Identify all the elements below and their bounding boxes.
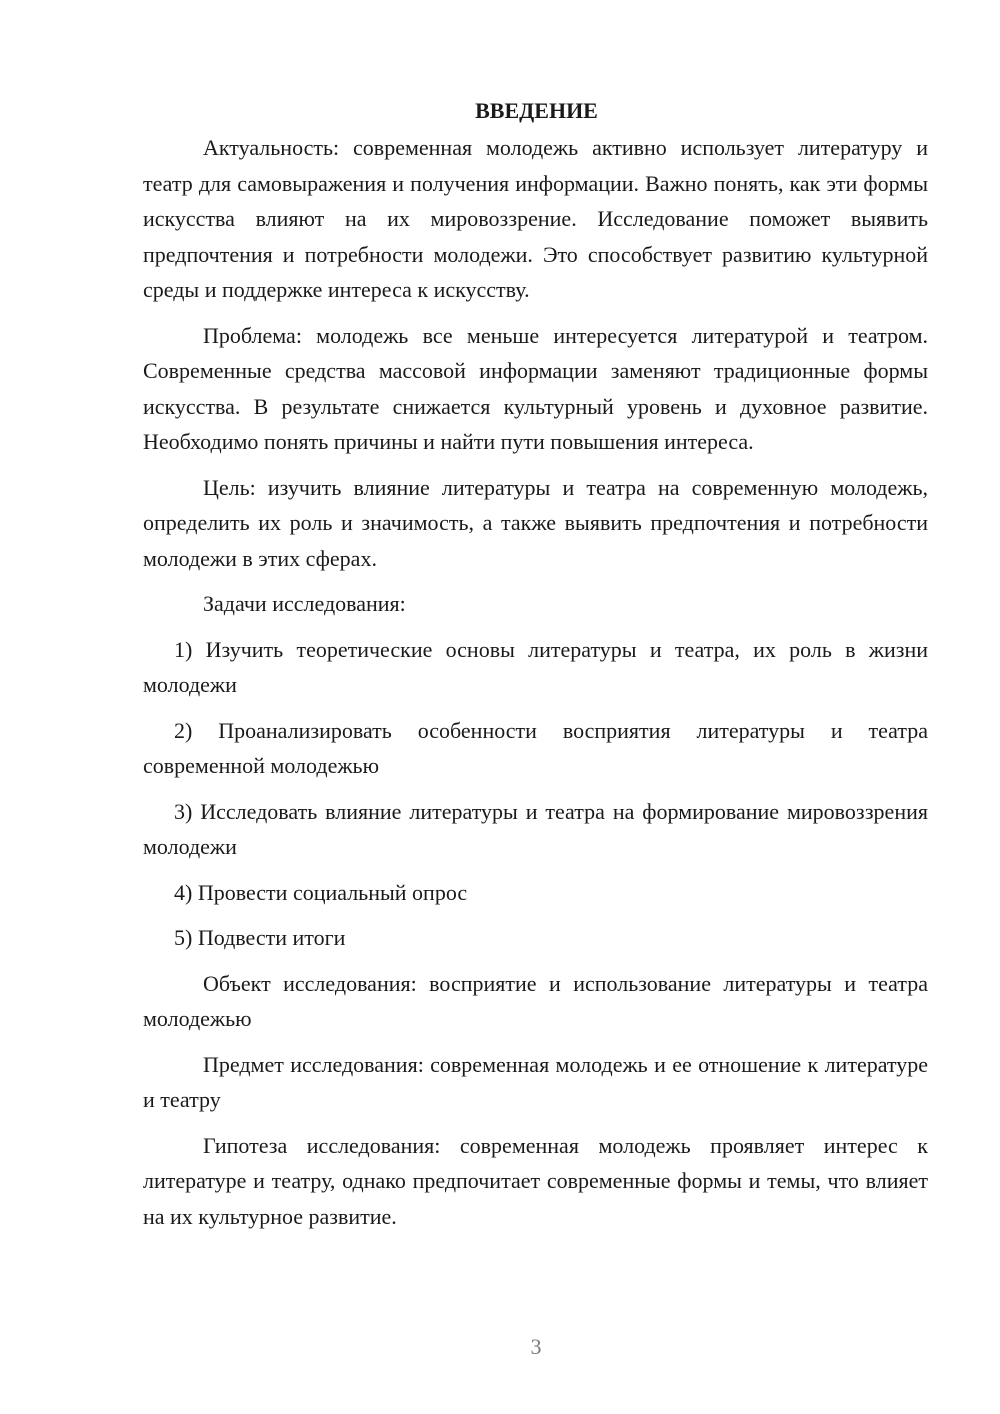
document-page [143,96,928,1244]
subject-paragraph: Предмет исследования: современная молодежь и ее отношение к литературе и театру [143,1051,928,1112]
page-title: ВВЕДЕНИЕ [475,98,598,123]
object-paragraph: Объект исследования: восприятие и использование литературы и театра молодежью [143,970,928,1031]
page-number: 3 [530,1334,542,1359]
relevance-paragraph: Актуальность: современная молодежь активно использует литературу и театр для самовыражения и получения информации. Важно понять, как эти формы искусства влияют на их мировоззрение. Исследование поможет выявить предпочтения и потребности молодежи. Это способствует развитию культурной среды и поддержке интереса к искусству. [143,135,928,302]
task-item-3: 3) Исследовать влияние литературы и театра на формирование мировоззрения молодежи [143,798,928,859]
tasks-heading: Задачи исследования: [203,591,406,616]
goal-paragraph: Цель: изучить влияние литературы и театра на современную молодежь, определить их роль и значимость, а также выявить предпочтения и потребности молодежи в этих сферах. [143,474,928,571]
task-item-5: 5) Подвести итоги [174,925,346,950]
problem-paragraph: Проблема: молодежь все меньше интересуется литературой и театром. Современные средства массовой информации заменяют традиционные формы искусства. В результате снижается культурный уровень и духовное развитие. Необходимо понять причины и найти пути повышения интереса. [143,322,928,454]
task-item-1: 1) Изучить теоретические основы литературы и театра, их роль в жизни молодежи [143,636,928,697]
hypothesis-paragraph: Гипотеза исследования: современная молодежь проявляет интерес к литературе и театру, однако предпочитает современные формы и темы, что влияет на их культурное развитие. [143,1132,928,1229]
task-item-4: 4) Провести социальный опрос [174,879,468,905]
task-item-2: 2) Проанализировать особенности восприятия литературы и театра современной молодежью [143,717,928,778]
